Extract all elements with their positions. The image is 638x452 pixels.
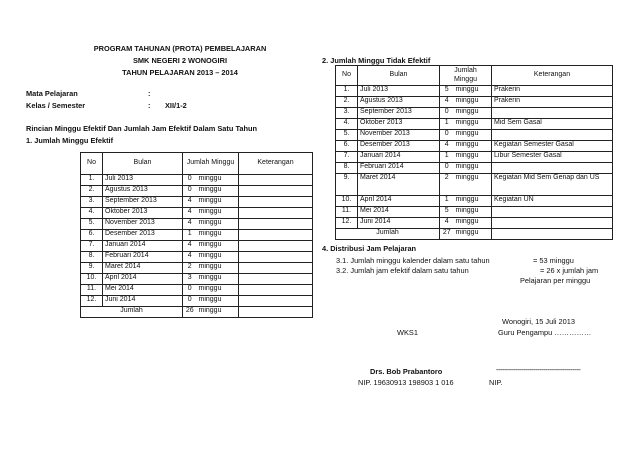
row-unit: minggu: [454, 86, 492, 97]
row-keterangan: [239, 197, 313, 208]
row-unit: minggu: [197, 219, 239, 230]
row-no: 9.: [81, 263, 103, 274]
row-no: 1.: [81, 175, 103, 186]
row-keterangan: [239, 208, 313, 219]
subject-label: Mata Pelajaran: [26, 89, 78, 98]
table-row: [81, 208, 313, 219]
row-no: 2.: [336, 97, 358, 108]
table-row: [81, 263, 313, 274]
table-row: [336, 163, 613, 174]
row-no: 12.: [336, 218, 358, 229]
row-keterangan: Prakerin: [492, 97, 613, 108]
row-no: 3.: [336, 108, 358, 119]
table-row: [81, 175, 313, 186]
total-keterangan: [239, 307, 313, 318]
distribution-item1-value: = 53 minggu: [533, 256, 574, 265]
row-keterangan: Mid Sem Gasal: [492, 119, 613, 130]
row-bulan: Februari 2014: [358, 163, 440, 174]
row-bulan: Oktober 2013: [103, 208, 183, 219]
row-jumlah: 5: [440, 86, 454, 97]
left-role: WKS1: [397, 328, 418, 337]
row-bulan: Oktober 2013: [358, 119, 440, 130]
row-unit: minggu: [197, 285, 239, 296]
row-jumlah: 0: [440, 163, 454, 174]
table-row: [336, 141, 613, 152]
row-no: 7.: [81, 241, 103, 252]
table-row: [336, 108, 613, 119]
effective-weeks-table: [80, 152, 313, 318]
row-jumlah: 3: [183, 274, 197, 285]
row-keterangan: [492, 130, 613, 141]
table-row: [336, 152, 613, 163]
row-no: 8.: [336, 163, 358, 174]
row-jumlah: 0: [183, 175, 197, 186]
right-role: Guru Pengampu ……………: [498, 328, 592, 337]
row-keterangan: [239, 252, 313, 263]
row-jumlah: 1: [440, 152, 454, 163]
col-header-bulan: Bulan: [358, 66, 440, 86]
row-bulan: Juli 2013: [103, 175, 183, 186]
row-unit: minggu: [197, 241, 239, 252]
col-header-keterangan: Keterangan: [492, 66, 613, 86]
row-unit: minggu: [454, 218, 492, 229]
row-unit: minggu: [454, 97, 492, 108]
row-bulan: April 2014: [103, 274, 183, 285]
row-jumlah: 1: [183, 230, 197, 241]
row-jumlah: 4: [440, 218, 454, 229]
row-no: 5.: [336, 130, 358, 141]
total-row: [336, 229, 613, 240]
table-row: [81, 219, 313, 230]
row-bulan: Juni 2014: [358, 218, 440, 229]
row-jumlah: 2: [440, 174, 454, 196]
row-keterangan: Kegiatan UN: [492, 196, 613, 207]
table-row: [336, 174, 613, 196]
row-unit: minggu: [454, 130, 492, 141]
row-no: 11.: [336, 207, 358, 218]
table-row: [336, 119, 613, 130]
row-jumlah: 4: [183, 208, 197, 219]
row-bulan: Mei 2014: [103, 285, 183, 296]
distribution-item2-label: 3.2. Jumlah jam efektif dalam satu tahun: [336, 266, 469, 275]
row-no: 4.: [336, 119, 358, 130]
row-jumlah: 0: [183, 296, 197, 307]
row-unit: minggu: [197, 175, 239, 186]
row-unit: minggu: [454, 152, 492, 163]
class-value: XII/1-2: [165, 101, 187, 110]
row-jumlah: 0: [183, 186, 197, 197]
row-bulan: Juli 2013: [358, 86, 440, 97]
distribution-title: 4. Distribusi Jam Pelajaran: [322, 244, 417, 253]
row-jumlah: 0: [183, 285, 197, 296]
section-title: Rincian Minggu Efektif Dan Jumlah Jam Efektif Dalam Satu Tahun: [26, 124, 258, 133]
row-jumlah: 2: [183, 263, 197, 274]
row-no: 7.: [336, 152, 358, 163]
row-bulan: Maret 2014: [103, 263, 183, 274]
row-bulan: Januari 2014: [103, 241, 183, 252]
row-keterangan: [492, 218, 613, 229]
row-bulan: Agustus 2013: [358, 97, 440, 108]
row-bulan: Januari 2014: [358, 152, 440, 163]
row-keterangan: [239, 230, 313, 241]
row-unit: minggu: [197, 208, 239, 219]
total-row: [81, 307, 313, 318]
col-header-no: No: [336, 66, 358, 86]
row-no: 10.: [81, 274, 103, 285]
table-row: [336, 218, 613, 229]
table-row: [336, 130, 613, 141]
row-jumlah: 4: [183, 252, 197, 263]
distribution-item2-value2: Pelajaran per minggu: [520, 276, 591, 285]
non-effective-weeks-table: [335, 65, 613, 240]
row-unit: minggu: [197, 230, 239, 241]
row-bulan: November 2013: [103, 219, 183, 230]
table-row: [81, 285, 313, 296]
row-unit: minggu: [197, 186, 239, 197]
row-bulan: April 2014: [358, 196, 440, 207]
table-row: [81, 252, 313, 263]
row-bulan: Desember 2013: [103, 230, 183, 241]
total-unit: minggu: [197, 307, 239, 318]
doc-title-line3: TAHUN PELAJARAN 2013 – 2014: [122, 68, 238, 77]
row-no: 1.: [336, 86, 358, 97]
total-label: Jumlah: [336, 229, 440, 240]
table-row: [81, 186, 313, 197]
row-keterangan: [239, 296, 313, 307]
col-header-jumlah: Jumlah Minggu: [440, 66, 492, 86]
total-keterangan: [492, 229, 613, 240]
row-jumlah: 4: [183, 241, 197, 252]
class-colon: :: [148, 101, 151, 110]
row-unit: minggu: [454, 108, 492, 119]
row-keterangan: [492, 108, 613, 119]
row-no: 6.: [336, 141, 358, 152]
row-jumlah: 1: [440, 119, 454, 130]
row-bulan: Februari 2014: [103, 252, 183, 263]
table2-title: 2. Jumlah Minggu Tidak Efektif: [322, 56, 431, 65]
row-keterangan: [239, 186, 313, 197]
doc-title-line1: PROGRAM TAHUNAN (PROTA) PEMBELAJARAN: [93, 44, 267, 53]
total-unit: minggu: [454, 229, 492, 240]
col-header-keterangan: Keterangan: [239, 153, 313, 175]
col-header-jumlah: Jumlah Minggu: [183, 153, 239, 175]
distribution-item2-value: = 26 x jumlah jam: [540, 266, 599, 275]
row-jumlah: 0: [440, 108, 454, 119]
row-keterangan: Kegiatan Mid Sem Genap dan US: [492, 174, 613, 196]
row-unit: minggu: [454, 141, 492, 152]
row-keterangan: Libur Semester Gasal: [492, 152, 613, 163]
row-keterangan: [239, 285, 313, 296]
row-unit: minggu: [454, 196, 492, 207]
row-unit: minggu: [197, 274, 239, 285]
col-header-bulan: Bulan: [103, 153, 183, 175]
row-bulan: November 2013: [358, 130, 440, 141]
table-row: [336, 207, 613, 218]
row-unit: minggu: [197, 252, 239, 263]
row-unit: minggu: [454, 163, 492, 174]
row-keterangan: [239, 241, 313, 252]
row-no: 5.: [81, 219, 103, 230]
table-row: [81, 274, 313, 285]
row-unit: minggu: [454, 119, 492, 130]
table1-title: 1. Jumlah Minggu Efektif: [26, 136, 114, 145]
subject-colon: :: [148, 89, 151, 98]
row-keterangan: Prakerin: [492, 86, 613, 97]
table-row: [81, 197, 313, 208]
row-no: 11.: [81, 285, 103, 296]
left-signer-nip: NIP. 19630913 198903 1 016: [358, 378, 454, 387]
doc-title-line2: SMK NEGERI 2 WONOGIRI: [132, 56, 228, 65]
row-no: 6.: [81, 230, 103, 241]
row-keterangan: [492, 207, 613, 218]
row-unit: minggu: [454, 174, 492, 196]
table-row: [336, 196, 613, 207]
row-no: 3.: [81, 197, 103, 208]
right-signer-nip: NIP.: [489, 378, 503, 387]
row-bulan: September 2013: [103, 197, 183, 208]
class-label: Kelas / Semester: [26, 101, 86, 110]
total-jumlah: 26: [183, 307, 197, 318]
row-keterangan: [239, 219, 313, 230]
row-unit: minggu: [454, 207, 492, 218]
left-signer-name: Drs. Bob Prabantoro: [370, 367, 443, 376]
row-bulan: Agustus 2013: [103, 186, 183, 197]
row-jumlah: 4: [183, 219, 197, 230]
row-keterangan: [239, 263, 313, 274]
row-bulan: Desember 2013: [358, 141, 440, 152]
row-bulan: Juni 2014: [103, 296, 183, 307]
row-no: 2.: [81, 186, 103, 197]
table-row: [336, 86, 613, 97]
row-no: 9.: [336, 174, 358, 196]
row-unit: minggu: [197, 296, 239, 307]
row-no: 4.: [81, 208, 103, 219]
row-no: 10.: [336, 196, 358, 207]
row-no: 12.: [81, 296, 103, 307]
right-signature-line: -------------------------------------------: [496, 365, 581, 374]
table-row: [81, 241, 313, 252]
total-label: Jumlah: [81, 307, 183, 318]
row-unit: minggu: [197, 263, 239, 274]
row-keterangan: [492, 163, 613, 174]
row-jumlah: 4: [183, 197, 197, 208]
row-bulan: Maret 2014: [358, 174, 440, 196]
row-no: 8.: [81, 252, 103, 263]
total-jumlah: 27: [440, 229, 454, 240]
row-jumlah: 0: [440, 130, 454, 141]
row-jumlah: 1: [440, 196, 454, 207]
row-jumlah: 4: [440, 97, 454, 108]
table-row: [81, 296, 313, 307]
row-unit: minggu: [197, 197, 239, 208]
row-jumlah: 4: [440, 141, 454, 152]
col-header-no: No: [81, 153, 103, 175]
place-date: Wonogiri, 15 Juli 2013: [502, 317, 575, 326]
row-bulan: September 2013: [358, 108, 440, 119]
row-keterangan: Kegiatan Semester Gasal: [492, 141, 613, 152]
table-row: [81, 230, 313, 241]
distribution-item1-label: 3.1. Jumlah minggu kalender dalam satu tahun: [336, 256, 490, 265]
row-keterangan: [239, 175, 313, 186]
table-row: [336, 97, 613, 108]
row-keterangan: [239, 274, 313, 285]
row-bulan: Mei 2014: [358, 207, 440, 218]
row-jumlah: 5: [440, 207, 454, 218]
